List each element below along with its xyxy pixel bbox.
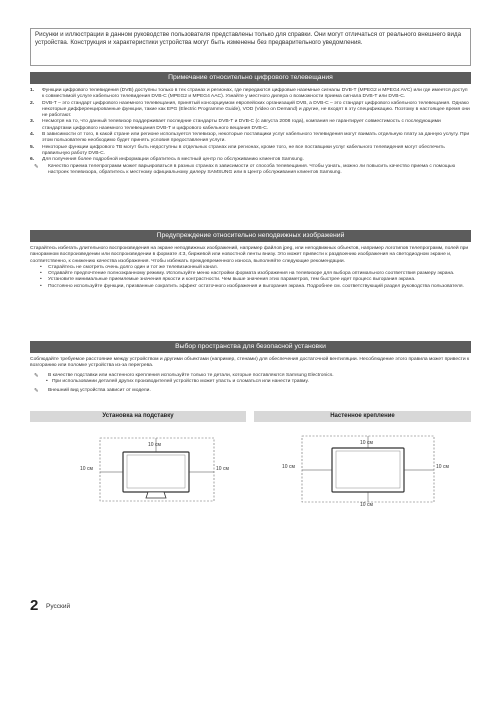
list-item: • Постоянно используйте функции, призванные сократить эффект остаточного изображения и выгорания экрана. Подробнее см. соответствующий раздел руководства пользователя. xyxy=(30,284,471,290)
wall-mount-label: Настенное крепление xyxy=(254,411,471,422)
page-number: 2 xyxy=(30,597,39,614)
dim-right-label: 10 см xyxy=(216,466,229,472)
tv-screen xyxy=(127,455,185,488)
dim-top-label: 10 см xyxy=(148,442,161,448)
digital-tv-list xyxy=(30,88,471,176)
parts-note: ✎ В качестве подставки или настенного крепления используйте только те детали, которые поставляются Samsung Electronics. xyxy=(34,372,334,379)
list-item: 2. DVB-T – это стандарт цифрового наземного телевещания, принятый консорциумом европейских организаций DVB, а DVB-C – это стандарт цифрового кабельного телевещания. Однако некоторые дифференцированные функции, такие как EPG (Electric Programme Guide), VOD (Video on Demand) и другие, не входят в эту спецификацию. Поэтому в настоящее время они не работают. xyxy=(30,100,470,119)
list-item: 4. В зависимости от того, в какой стране или регионе используется телевизор, некоторые поставщики услуг кабельного телевидения могут взимать отдельную плату за данную услугу. При этом пользователю необходимо будет принять условия предоставления услуги. xyxy=(30,132,470,144)
intro-notice: Рисунки и иллюстрации в данном руководстве пользователя представлены только для справки. Они могут отличаться от реального внешнего вида устройства. Конструкция и характеристики устройства могут быть изменены без предварительного уведомления. xyxy=(30,28,471,66)
list-item: • При использовании деталей других производителей устройство может упасть и сломаться или нанести травму. xyxy=(30,379,471,385)
installation-text xyxy=(30,357,471,394)
installation-intro: Соблюдайте требуемое расстояние между устройством и другими объектами (например, стенами) для обеспечения достаточной вентиляции. Несоблюдение этого правила может привести к возгоранию или поломке устройства из-за перегрева. xyxy=(30,357,470,369)
model-note: ✎ Внешний вид устройства зависит от модели. xyxy=(34,388,151,395)
tv-stand xyxy=(146,492,166,498)
section-title-installation-space: Выбор пространства для безопасной установки xyxy=(30,341,471,353)
stand-diagram xyxy=(30,426,246,506)
tv-screen xyxy=(336,451,400,488)
dim-bottom-label: 10 см xyxy=(360,502,373,506)
note-pencil-icon: ✎ xyxy=(34,388,39,395)
wall-mount-diagram xyxy=(254,426,471,506)
list-item: • Старайтесь не смотреть очень долго один и тот же телевизионный канал. xyxy=(30,265,471,271)
page-language: Русский xyxy=(46,603,71,610)
still-images-intro: Старайтесь избегать длительного воспроизведения на экране неподвижных изображений, например файлов jpeg, или неподвижных объектов, например логотипов телепрограмм, полей при панорамном воспроизведении или воспроизведении в формате 4:3, биржевой или новостной ленты внизу. Это может привести к раздвоению изображения на светодиодном экране и, соответственно, к снижению качества изображения. Чтобы избежать преждевременного износа, выполняйте следующие рекомендации. xyxy=(30,246,469,264)
section-title-digital-tv: Примечание относительно цифрового телевещания xyxy=(30,72,471,84)
list-item: 3. Несмотря на то, что данный телевизор поддерживает последние стандарты DVB-T и DVB-C (с августа 2008 года), компания не гарантирует совместимость с последующими стандартами цифрового наземного телевещания DVB-T и цифрового кабельного вещания DVB-C. xyxy=(30,119,441,131)
stand-label: Установка на подставку xyxy=(30,411,246,422)
dim-left-label: 10 см xyxy=(282,464,295,470)
note-pencil-icon: ✎ xyxy=(34,372,39,379)
list-item: 6. Для получения более подробной информации обратитесь в местный центр по обслуживанию клиентов Samsung. xyxy=(30,157,304,163)
dim-left-label: 10 см xyxy=(80,466,93,472)
list-item: • Установите минимальные приемлемые значения яркости и контрастности. Чем выше значения этих параметров, тем быстрее идет процесс выгорания экрана. xyxy=(30,277,471,283)
list-item: 1. Функции цифрового телевидения (DVB) доступны только в тех странах и регионах, где передаются цифровые наземные сигналы DVB-T (MPEG2 и MPEG4 AVC) или где имеется доступ к совместимой услуге кабельного телевидения DVB-C (MPEG2 и MPEG4 AAC). Узнайте у местного дилера о возможности приема сигнала DVB-T или DVB-C. xyxy=(30,88,468,100)
still-images-text xyxy=(30,246,471,290)
reception-note: ✎ Качество приема телепрограмм может варьироваться в разных странах в зависимости от способа телевещания. Чтобы узнать, можно ли повысить качество приема с помощью настроек телевизора, обратитесь к местному официальному дилеру SAMSUNG или в Центр обслуживания клиентов Samsung. xyxy=(34,163,456,175)
dim-top-label: 10 см xyxy=(360,440,373,446)
list-item: 5. Некоторые функции цифрового ТВ могут быть недоступны в отдельных странах или регионах, кроме того, не все поставщики услуг кабельного телевидения могут обеспечить правильную работу DVB-C. xyxy=(30,144,445,156)
list-item: • Отдавайте предпочтение полноэкранному режиму. Используйте меню настройки формата изображения на телевизоре для выбора оптимального соответствия размеру экрана. xyxy=(30,271,471,277)
note-pencil-icon: ✎ xyxy=(34,163,39,170)
dim-right-label: 10 см xyxy=(436,464,449,470)
section-title-still-images: Предупреждение относительно неподвижных изображений xyxy=(30,230,471,242)
